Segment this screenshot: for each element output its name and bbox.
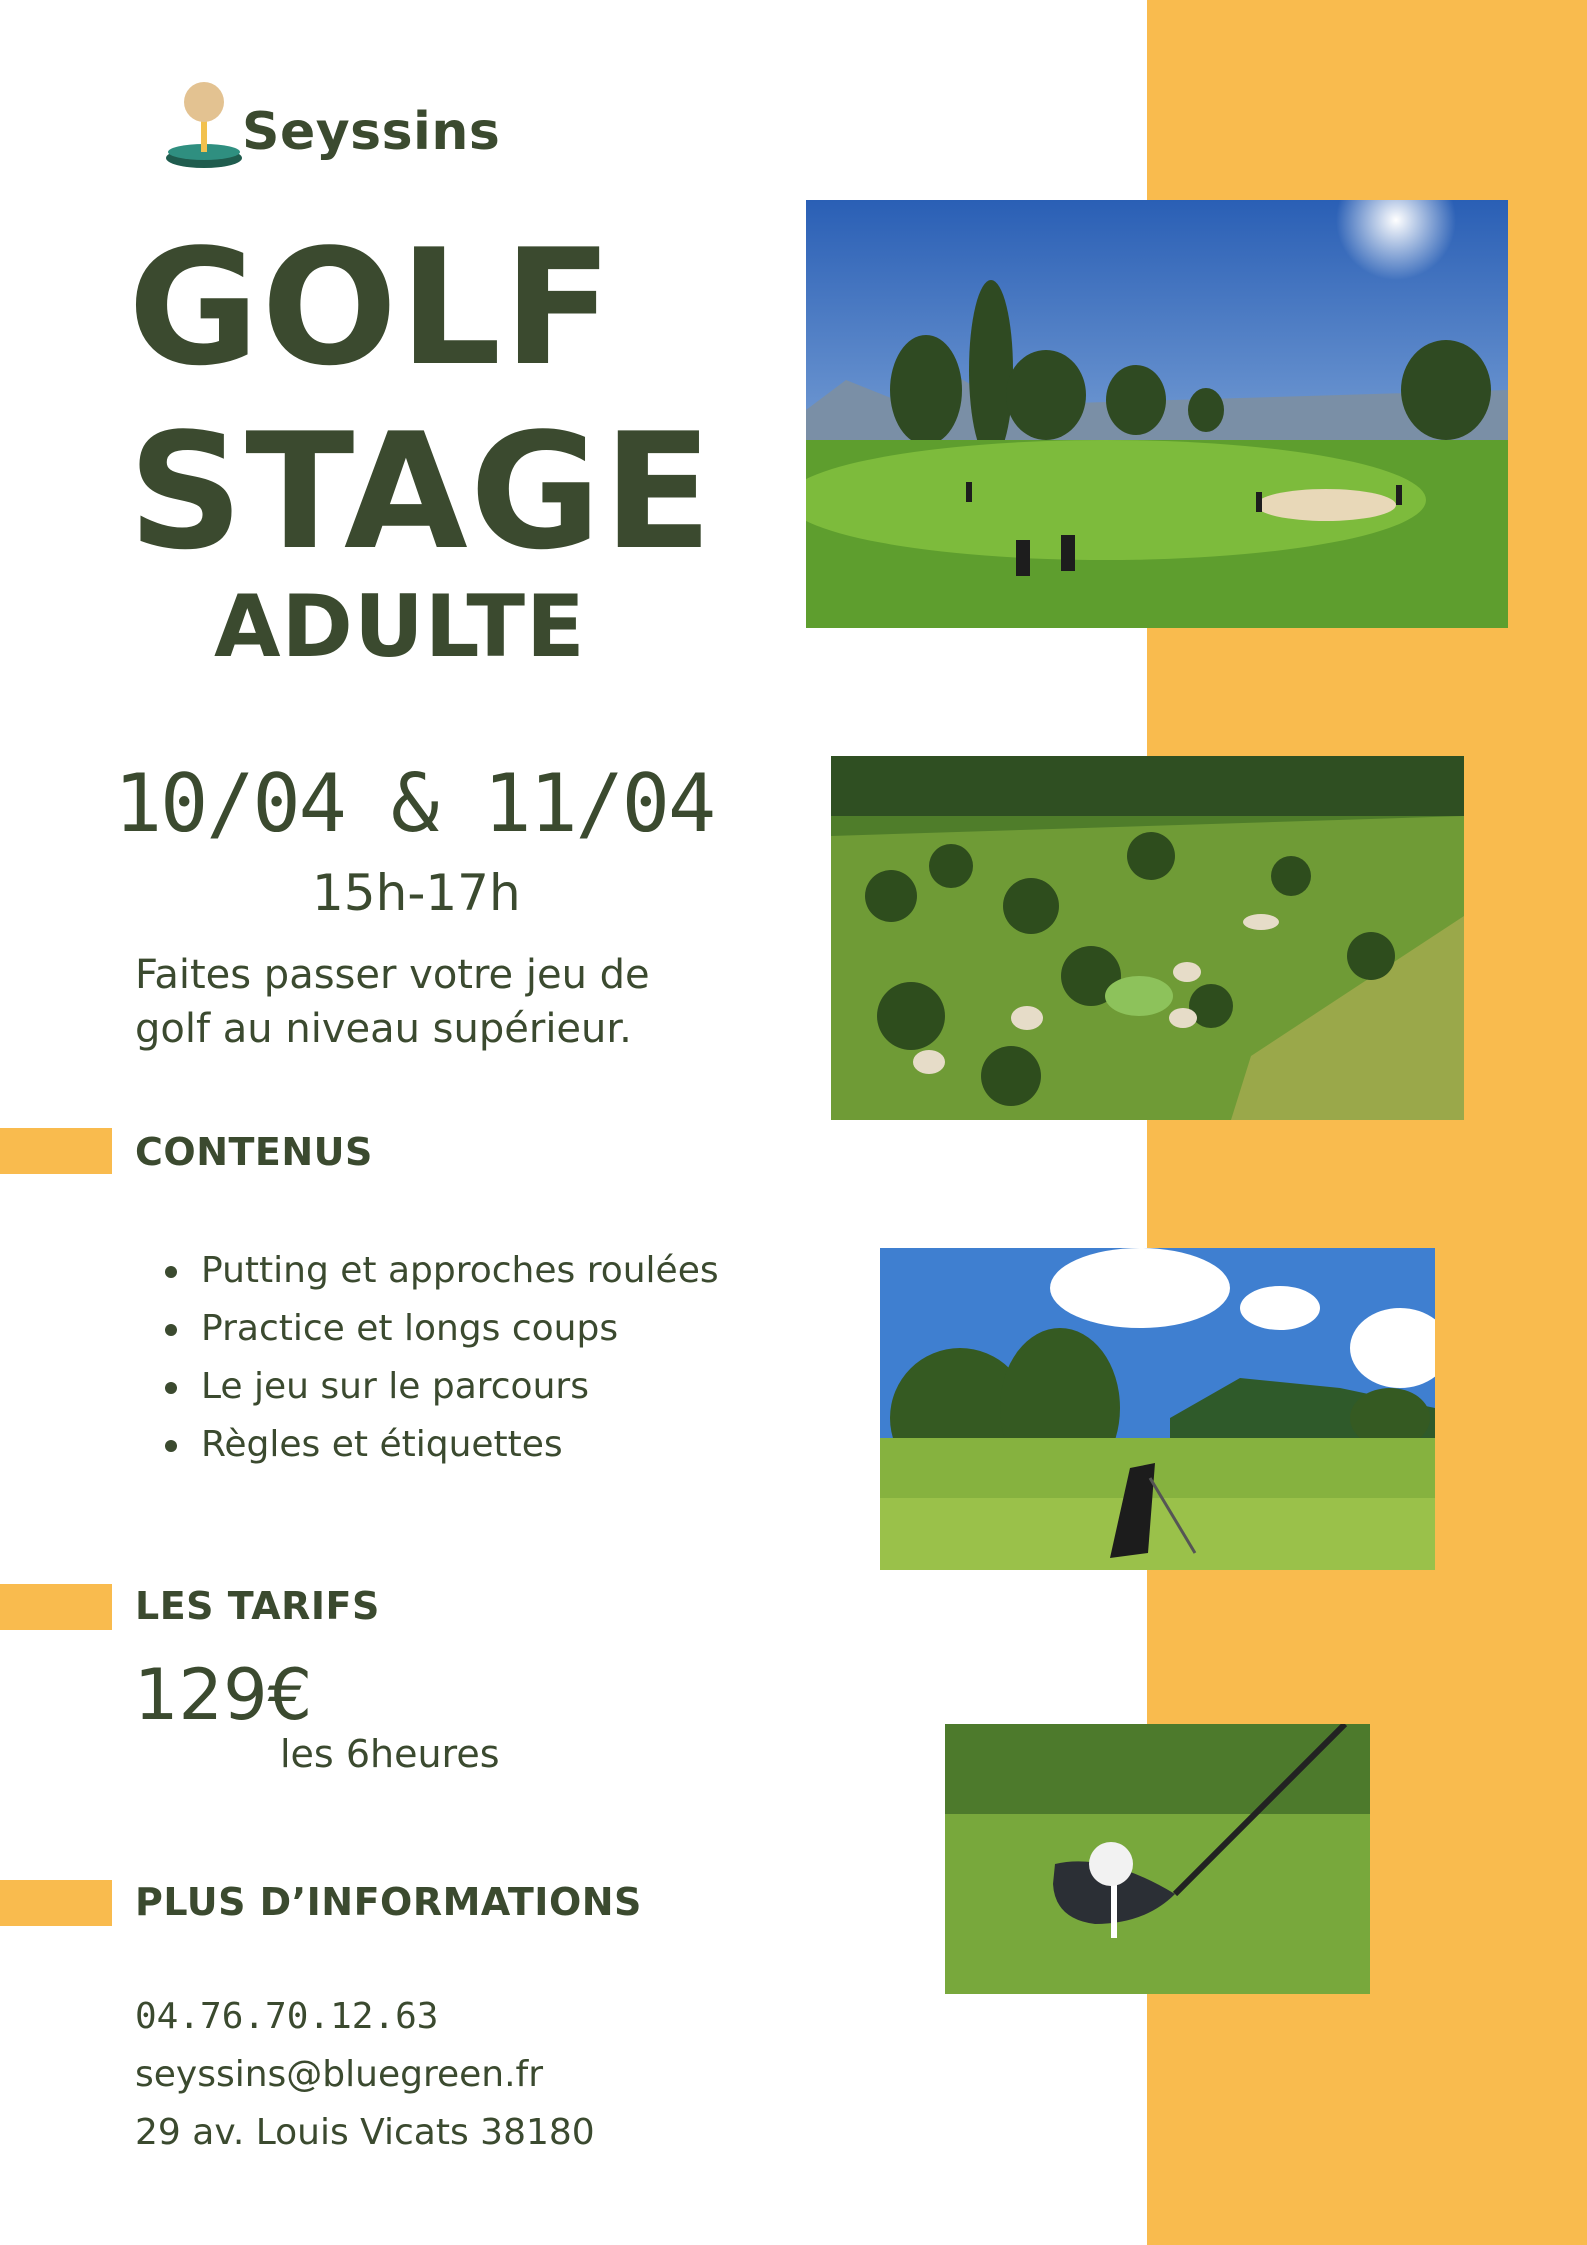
title-golf: GOLF xyxy=(128,214,615,401)
bullet-icon xyxy=(165,1440,177,1452)
list-item: Le jeu sur le parcours xyxy=(165,1358,719,1416)
pricing-accent-bar xyxy=(0,1584,112,1630)
info-accent-bar xyxy=(0,1880,112,1926)
bullet-icon xyxy=(165,1324,177,1336)
brand-name: Seyssins xyxy=(242,102,501,162)
pricing-title: LES TARIFS xyxy=(135,1584,380,1628)
bullet-icon xyxy=(165,1382,177,1394)
event-dates: 10/04 & 11/04 xyxy=(114,757,715,850)
golf-course-photo xyxy=(806,200,1508,628)
contact-email: seyssins@bluegreen.fr xyxy=(135,2054,544,2095)
golf-ball-tee-photo xyxy=(945,1724,1370,1994)
bullet-icon xyxy=(165,1266,177,1278)
brand-logo xyxy=(164,80,504,170)
price-value: 129€ xyxy=(134,1654,313,1736)
list-item: Putting et approches roulées xyxy=(165,1242,719,1300)
info-title: PLUS D’INFORMATIONS xyxy=(135,1880,642,1924)
list-item: Practice et longs coups xyxy=(165,1300,719,1358)
list-item: Règles et étiquettes xyxy=(165,1416,719,1474)
title-adulte: ADULTE xyxy=(214,577,586,677)
golf-bag-photo xyxy=(880,1248,1435,1570)
tagline-line-1: Faites passer votre jeu de xyxy=(135,952,650,998)
contact-phone: 04.76.70.12.63 xyxy=(135,1996,439,2037)
golf-tee-logo-icon xyxy=(164,80,244,170)
price-note: les 6heures xyxy=(280,1732,500,1776)
contact-address: 29 av. Louis Vicats 38180 xyxy=(135,2112,595,2153)
event-hours: 15h-17h xyxy=(312,864,521,922)
title-stage: STAGE xyxy=(128,398,715,585)
tagline xyxy=(135,948,755,1056)
tagline-line-2: golf au niveau supérieur. xyxy=(135,1006,632,1052)
contents-title: CONTENUS xyxy=(135,1130,373,1174)
contents-list xyxy=(165,1242,719,1474)
aerial-course-photo xyxy=(831,756,1464,1120)
contents-accent-bar xyxy=(0,1128,112,1174)
